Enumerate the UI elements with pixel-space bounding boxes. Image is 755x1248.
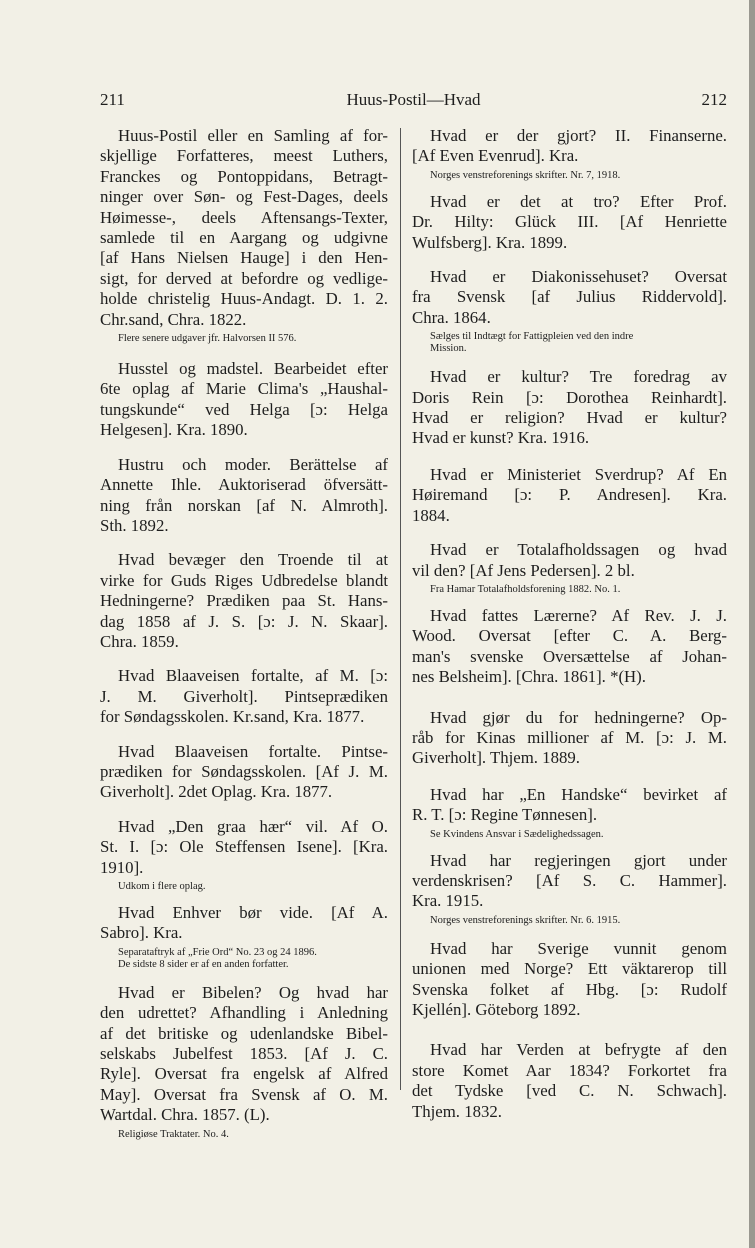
bibliography-entry (100, 903, 388, 971)
entry-line: Hvad er Diakonissehuset? Oversat (430, 267, 727, 287)
left-column (100, 126, 388, 1141)
note-line: Se Kvindens Ansvar i Sædelighedssagen. (430, 828, 604, 840)
entry-line: sigt, for derved at befordre og vedlige- (100, 268, 388, 288)
entry-line: St. I. [ɔ: Ole Steffensen Isene]. [Kra. (100, 837, 388, 857)
entry-line: R. T. [ɔ: Regine Tønnesen]. (412, 805, 598, 825)
entry-line: May]. Oversat fra Svensk af O. M. (100, 1084, 388, 1104)
entry-line: den udrettet? Afhandling i Anledning (100, 1003, 388, 1023)
note-line: Separataftryk af „Frie Ord“ No. 23 og 24 1896. (118, 946, 317, 958)
entry-line: Kjellén]. Göteborg 1892. (412, 1000, 581, 1019)
entry-line: Chra. 1859. (100, 631, 179, 651)
entry-line: nes Belsheim]. [Chra. 1861]. *(H). (412, 667, 646, 687)
bibliography-entry (100, 126, 388, 345)
entry-line: ninger over Søn- og Fest-Dages, deels (100, 187, 388, 207)
entry-line: Sabro]. Kra. (100, 923, 183, 943)
entry-line: unionen med Norge? Ett väktarerop till (412, 959, 727, 979)
entry-line: man's svenske Oversættelse af Johan- (412, 646, 727, 666)
entry-line: Høimesse-, deels Aftensangs-Texter, (100, 207, 388, 227)
entry-note (412, 584, 727, 596)
bibliography-entry (100, 359, 388, 441)
entry-line: dag 1858 af J. S. [ɔ: J. N. Skaar]. (100, 611, 388, 631)
note-line: Flere senere udgaver jfr. Halvorsen II 576. (118, 333, 297, 345)
entry-line: 6te oplag af Marie Clima's „Haushal- (100, 379, 388, 399)
entry-line: Hvad har Sverige vunnit genom (430, 938, 727, 958)
entry-line: råb for Kinas millioner af M. [ɔ: J. M. (412, 727, 727, 747)
entry-line: Hvad er kunst? Kra. 1916. (412, 428, 590, 448)
entry-line: samlede til en Aargang og udgivne (100, 228, 388, 248)
bibliography-entry (412, 540, 727, 596)
entry-line: Giverholt]. Thjem. 1889. (412, 748, 580, 768)
note-line: Mission. (430, 343, 467, 355)
bibliography-entry (100, 550, 388, 652)
note-line: Udkom i flere oplag. (118, 881, 206, 892)
entry-line: vil den? [Af Jens Pedersen]. 2 bl. (412, 560, 635, 580)
entry-note (100, 947, 388, 971)
bibliography-entry (100, 742, 388, 803)
bibliography-entry (100, 666, 388, 727)
entry-note (412, 331, 727, 355)
entry-line: selskabs Jubelfest 1853. [Af J. C. (100, 1044, 388, 1064)
running-header (100, 90, 727, 114)
entry-line: Wartdal. Chra. 1857. (L). (100, 1105, 270, 1125)
bibliography-entry (412, 708, 727, 769)
entry-line: Giverholt]. 2det Oplag. Kra. 1877. (100, 782, 333, 802)
entry-line: fra Svensk [af Julius Riddervold]. (412, 287, 727, 307)
entry-line: Høiremand [ɔ: P. Andresen]. Kra. (412, 485, 727, 505)
entry-line: Hvad er kultur? Tre foredrag av (430, 367, 727, 387)
entry-line: Ryle]. Oversat fra engelsk af Alfred (100, 1064, 388, 1084)
bibliography-entry (412, 465, 727, 526)
entry-line: Hvad har regjeringen gjort under (430, 850, 727, 870)
entry-line: Hvad er Totalafholdssagen og hvad (430, 540, 727, 560)
note-line: Fra Hamar Totalafholdsforening 1882. No. 1. (430, 583, 621, 595)
page-number-left: 211 (100, 90, 125, 109)
entry-line: Husstel og madstel. Bearbeidet efter (118, 359, 388, 379)
entry-line: Hvad Enhver bør vide. [Af A. (118, 903, 388, 922)
note-line: Sælges til Indtægt for Fattigpleien ved den indre (430, 331, 634, 343)
entry-line: 1910]. (100, 857, 144, 877)
note-line: Norges venstreforenings skrifter. Nr. 7, 1918. (430, 169, 621, 181)
entry-line: Svenska folket af Hbg. [ɔ: Rudolf (412, 979, 727, 999)
entry-line: skjellige Forfatteres, meest Luthers, (100, 146, 388, 166)
bibliography-entry (412, 606, 727, 688)
entry-line: Hedningerne? Prædiken paa St. Hans- (100, 591, 388, 611)
bibliography-entry (412, 785, 727, 841)
entry-line: Hvad gjør du for hedningerne? Op- (430, 707, 727, 727)
bibliography-entry (412, 1040, 727, 1122)
entry-note (412, 829, 727, 841)
entry-line: Thjem. 1832. (412, 1101, 502, 1121)
entry-line: tungskunde“ ved Helga [ɔ: Helga (100, 399, 388, 419)
entry-note (100, 1129, 388, 1141)
entry-line: [Af Even Evenrud]. Kra. (412, 146, 579, 166)
entry-line: Hvad er religion? Hvad er kultur? (412, 408, 727, 428)
entry-line: Hvad er der gjort? II. Finanserne. (430, 126, 727, 145)
entry-note (100, 333, 388, 345)
entry-line: af det britiske og udenlandske Bibel- (100, 1023, 388, 1043)
entry-line: Hvad er Bibelen? Og hvad har (118, 982, 388, 1002)
bibliography-entry (412, 126, 727, 182)
entry-line: Hvad bevæger den Troende til at (118, 550, 388, 570)
entry-line: ning från norskan [af N. Almroth]. (100, 495, 388, 515)
entry-line: Hvad fattes Lærerne? Af Rev. J. J. (430, 605, 727, 625)
entry-line: Sth. 1892. (100, 515, 169, 535)
entry-note (100, 881, 388, 893)
note-line: De sidste 8 sider er af en anden forfatter. (118, 958, 289, 970)
bibliography-entry (412, 367, 727, 449)
note-line: Norges venstreforenings skrifter. Nr. 6. 1915. (430, 914, 621, 926)
entry-line: Wulfsberg]. Kra. 1899. (412, 232, 568, 252)
bibliography-entry (100, 817, 388, 893)
entry-line: Franckes og Pontoppidans, Betragt- (100, 166, 388, 186)
bibliography-entry (412, 851, 727, 927)
bibliography-entry (100, 983, 388, 1141)
bibliography-entry (412, 192, 727, 253)
entry-line: Hvad „Den graa hær“ vil. Af O. (118, 816, 388, 836)
entry-line: Hvad Blaaveisen fortalte, af M. [ɔ: (118, 666, 388, 686)
entry-line: [af Hans Nielsen Hauge] i den Hen- (100, 248, 388, 268)
page-edge (749, 0, 755, 1248)
entry-line: store Komet Aar 1834? Forkortet fra (412, 1060, 727, 1080)
bibliography-entry (412, 267, 727, 355)
entry-line: Helgesen]. Kra. 1890. (100, 420, 248, 440)
entry-line: Hvad er Ministeriet Sverdrup? Af En (430, 464, 727, 484)
right-column (412, 126, 727, 1122)
entry-line: 1884. (412, 505, 450, 525)
entry-line: Annette Ihle. Auktoriserad öfversätt- (100, 475, 388, 495)
entry-line: Kra. 1915. (412, 891, 484, 911)
page-number-right: 212 (701, 90, 727, 109)
entry-line: Hvad har „En Handske“ bevirket af (430, 784, 727, 804)
entry-line: Hvad Blaaveisen fortalte. Pintse- (118, 741, 388, 761)
entry-line: Chra. 1864. (412, 307, 491, 327)
entry-line: J. M. Giverholt]. Pintseprædiken (100, 686, 388, 706)
running-title: Huus-Postil—Hvad (346, 90, 481, 109)
note-line: Religiøse Traktater. No. 4. (118, 1128, 229, 1140)
entry-line: verdenskrisen? [Af S. C. Hammer]. (412, 870, 727, 890)
entry-line: holde christelig Huus-Andagt. D. 1. 2. (100, 289, 388, 309)
entry-line: Doris Rein [ɔ: Dorothea Reinhardt]. (412, 387, 727, 407)
entry-note (412, 170, 727, 182)
bibliography-entry (412, 939, 727, 1021)
entry-line: for Søndagsskolen. Kr.sand, Kra. 1877. (100, 707, 365, 727)
entry-line: Dr. Hilty: Glück III. [Af Henriette (412, 212, 727, 232)
entry-line: Chr.sand, Chra. 1822. (100, 309, 247, 329)
entry-line: Hustru och moder. Berättelse af (118, 454, 388, 474)
entry-line: det Tydske [ved C. N. Schwach]. (412, 1081, 727, 1101)
entry-line: prædiken for Søndagsskolen. [Af J. M. (100, 761, 388, 781)
bibliography-entry (100, 455, 388, 537)
entry-line: Hvad er det at tro? Efter Prof. (430, 191, 727, 211)
entry-line: Hvad har Verden at befrygte af den (430, 1040, 727, 1060)
entry-line: Wood. Oversat [efter C. A. Berg- (412, 626, 727, 646)
entry-note (412, 915, 727, 927)
entry-line: Huus-Postil eller en Samling af for- (118, 126, 388, 145)
entry-line: virke for Guds Riges Udbredelse blandt (100, 570, 388, 590)
column-divider (400, 128, 401, 1090)
